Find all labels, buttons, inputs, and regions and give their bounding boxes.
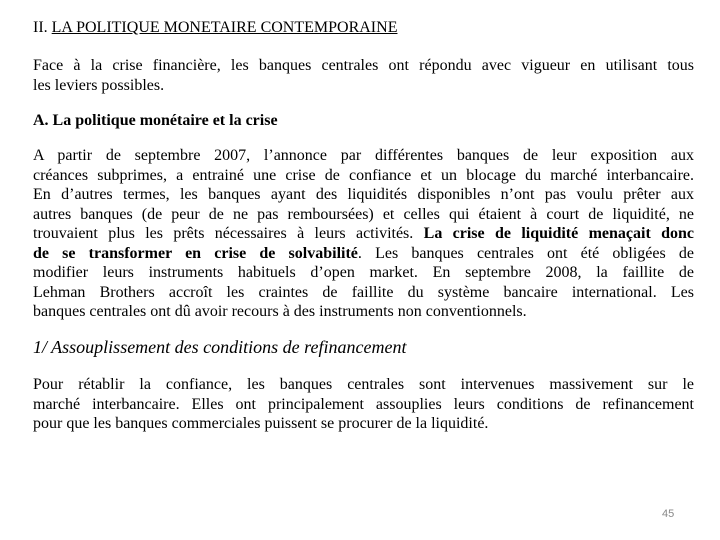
text-line [33,205,694,224]
text-line: Pour rétablir la confiance, les banques centrales sont intervenues massivement sur le [33,376,694,393]
text-line [33,224,694,243]
title-prefix: II. [33,19,52,36]
text-line [33,166,694,185]
text-line [33,244,694,263]
bold-text: La crise de liquidité menaçait donc [423,225,695,242]
text-segment: Lehman Brothers accroît les craintes de faillite du système bancaire international. Les [33,283,694,301]
text-line: Face à la crise financière, les banques centrales ont répondu avec vigueur en utilisant tous [33,57,694,74]
text-segment: modifier leurs instruments habituels d’open market. En septembre 2008, la faillite de [33,264,694,281]
title-text: LA POLITIQUE MONETAIRE CONTEMPORAINE [51,19,398,36]
subsection-heading: A. La politique monétaire et la crise [33,112,278,129]
text-line: les leviers possibles. [33,77,165,94]
text-segment: trouvaient plus les prêts nécessaires à leurs activités. [33,225,424,242]
text-segment: En d’autres termes, les banques ayant des liquidités disponibles n’ont pas voulu prêter aux [33,186,694,203]
text-line [33,283,694,302]
page-number: 45 [662,508,675,520]
text-segment: créances subprimes, a entrainé une crise de confiance et un blocage du marché interbancaire. [33,166,694,184]
text-line [33,146,694,165]
text-segment: A partir de septembre 2007, l’annonce par différentes banques de leur exposition aux [33,147,694,164]
section-title [33,18,694,37]
text-segment: banques centrales ont dû avoir recours à des instruments non conventionnels. [33,303,527,320]
text-line: marché interbancaire. Elles ont principalement assouplies leurs conditions de refinancement [33,395,694,413]
text-line [33,263,694,282]
text-segment: . Les banques centrales ont été obligées de [357,244,694,262]
bold-text: de se transformer en crise de solvabilité [33,244,358,262]
subsubsection-heading: 1/ Assouplissement des conditions de refinancement [33,337,407,357]
text-segment: autres banques (de peur de ne pas remboursées) et celles qui étaient à court de liquidité, ne [33,205,694,223]
text-line [33,185,694,204]
text-line [33,302,694,321]
text-line: pour que les banques commerciales puissent se procurer de la liquidité. [33,415,489,432]
